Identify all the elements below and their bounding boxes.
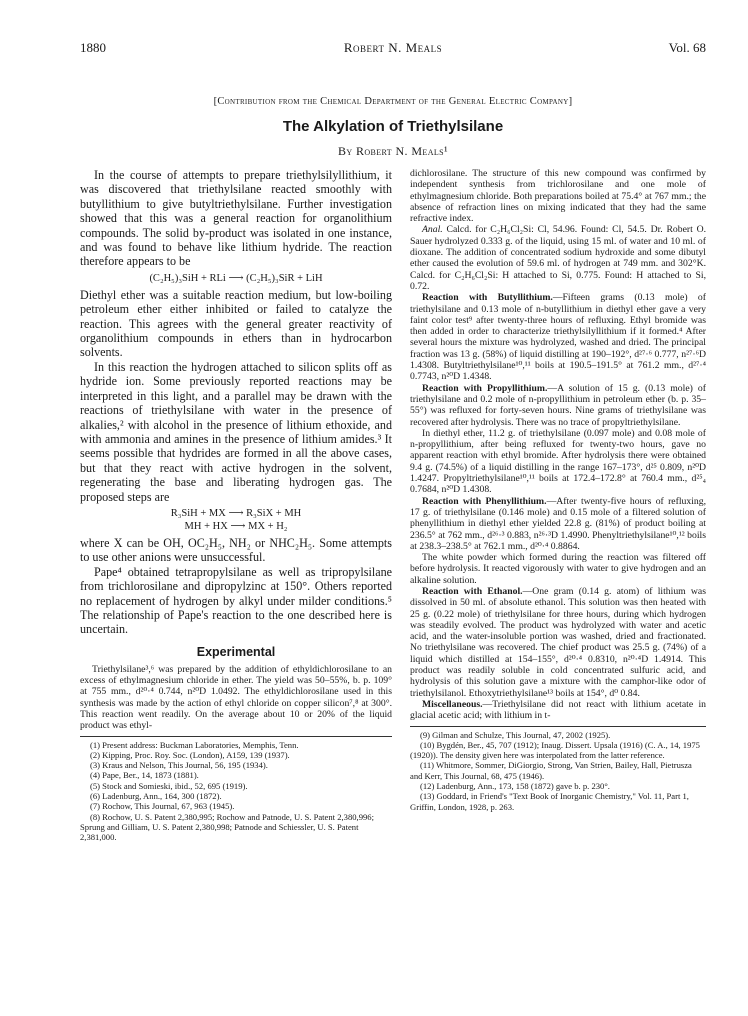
footnote-rule (80, 736, 392, 737)
butyllithium-paragraph (410, 292, 706, 382)
analysis-paragraph (410, 224, 706, 292)
footnote: (12) Ladenburg, Ann., 173, 158 (1872) gave b. p. 230°. (420, 781, 610, 792)
ethanol-paragraph (410, 586, 706, 699)
footnote: (5) Stock and Somieski, ibid., 52, 695 (1919). (90, 780, 248, 791)
running-head (80, 40, 706, 58)
footnotes-right (410, 730, 706, 812)
body-paragraph: Pape⁴ obtained tetrapropylsilane as well as tripropylsilane from trichlorosilane and dipropylzinc at 150°. Others reported no replacement of hydrogen by alkyl under milder conditions.⁵ The relationship of Pape's reaction to the one described here is uncertain. (80, 564, 392, 637)
propyllithium-paragraph (410, 383, 706, 428)
byline: By Robert N. Meals¹ (337, 144, 449, 158)
miscellaneous-paragraph (410, 699, 706, 722)
body-paragraph: where X can be OH, OC₂H₅, NH₂ or NHC₂H₅. Some attempts to use other anions were unsuccessful. (80, 535, 392, 565)
subsection-heading: Reaction with Ethanol. (422, 585, 523, 597)
subsection-heading: Reaction with Butyllithium. (422, 292, 553, 304)
footnote-rule (410, 726, 706, 727)
paragraph-text: —After twenty-five hours of refluxing, 17 g. of triethylsilane (0.146 mole) and 0.15 mole of a filtered solution of phenyllithium in diethyl ether yielded 22.8 g. (81%) of product boiling at 236.5° at 762 mm., d²⁶·³ 0.883, n²⁶·³D 1.4990. Phenyltriethylsilane¹⁰,¹² boils at 238.3–238.5° at 762.1 mm., d²⁰·⁴ 0.8864. (410, 495, 706, 552)
page-number: 1880 (80, 40, 106, 55)
footnote: (13) Goddard, in Friend's "Text Book of Inorganic Chemistry," Vol. 11, Part 1, Griffin, London, 1928, p. 263. (410, 791, 689, 812)
left-column (80, 168, 392, 843)
subsection-heading: Reaction with Propyllithium. (422, 382, 548, 394)
footnotes-left (80, 740, 392, 843)
article-title: The Alkylation of Triethylsilane (282, 118, 504, 135)
paragraph-text: —One gram (0.14 g. atom) of lithium was dissolved in 50 ml. of absolute ethanol. This solution was then heated with 25 g. (0.22 mole) of triethylsilane for three hours, during which hydrogen was steadily evolved. The product was hydrolyzed with water and acetic acid, and the water-insoluble portion was washed, dried and fractionated. No triethylsilane was recovered. The chief product was 25.5 g. (74%) of a liquid which distilled at 154–155°, d²⁰·⁴ 0.8310, n²⁰·⁴D 1.4914. This product was readily soluble in cold concentrated sulfuric acid, and hydrolysis of this solution gave a mixture with the camphor-like odor of triethylsilanol. Ethoxytriethylsilane¹³ boils at 154°, d⁰ 0.84. (410, 585, 706, 699)
running-author: Robert N. Meals (343, 40, 443, 55)
experimental-paragraph: Triethylsilane³,⁶ was prepared by the addition of ethyldichlorosilane to an excess of ethylmagnesium chloride in ether. The yield was 50–55%, b. p. 109° at 755 mm., d²⁰·⁴ 0.744, n²⁰D 1.0492. The ethyldichlorosilane used in this synthesis was made by the action of ethyl chloride on copper silicon⁷,⁸ at 300°. This reaction went readily. On the average about 10 or 20% of the liquid product was ethyl- (80, 663, 392, 732)
body-paragraph: In this reaction the hydrogen attached to silicon splits off as hydride ion. Some previously reported reactions may be interpreted in this light, and a parallel may be drawn with the reactions of triethylsilane with water in the presence of alkalies,² with alcohol in the presence of lithium ethoxide, and with ammonia and amines in the presence of lithium amides.³ It seems possible that hydrides are formed in all the above cases, but that they react with active hydrogen in the solvent, regenerating the base and liberating hydrogen gas. The proposed steps are (80, 359, 392, 504)
body-paragraph: In diethyl ether, 11.2 g. of triethylsilane (0.097 mole) and 0.08 mole of n-propyllithium, after being refluxed for twenty-two hours, gave no apparent reaction with ethyl bromide. After hydrolysis there were obtained 9.4 g. (74.5%) of a liquid distilling in the range 167–173°, d²⁵ 0.809, n²⁰D 1.4247. Propyltriethylsilane¹⁰,¹¹ boils at 172.4–172.8° at 760.4 mm., d²⁵₄ 0.7684, n²⁰D 1.4308. (410, 427, 706, 496)
analysis-text: Calcd. for C₂H₆Cl₂Si: Cl, 54.96. Found: Cl, 54.5. Dr. Robert O. Sauer hydrolyzed 0.333 g. of the liquid, using 15 ml. of water and 10 ml. of dioxane. The addition of concentrated sodium hydroxide and some dibutyl ether caused the evolution of 59.6 ml. of hydrogen at 749 mm. and 302°K. Calcd. for C₂H₆Cl₂Si: H attached to Si, 0.775. Found: H attached to Si, 0.72. (410, 224, 706, 292)
subsection-heading: Miscellaneous. (422, 698, 483, 710)
footnote: (1) Present address: Buckman Laboratories, Memphis, Tenn. (90, 739, 299, 750)
footnote: (3) Kraus and Nelson, This Journal, 56, 195 (1934). (90, 760, 268, 771)
paragraph-text: —Triethylsilane did not react with lithium acetate in glacial acetic acid; with lithium in t- (410, 698, 706, 722)
footnote: (7) Rochow, This Journal, 67, 963 (1945). (90, 801, 235, 812)
analysis-label: Anal. (422, 224, 443, 236)
footnote: (8) Rochow, U. S. Patent 2,380,995; Rochow and Patnode, U. S. Patent 2,380,996; Sprung and Gilliam, U. S. Patent 2,380,998; Patnode and Schiessler, U. S. Patent 2,381,000. (80, 811, 374, 843)
step-equation: MH + HX ⟶ MX + H₂ (184, 520, 288, 532)
footnote: (11) Whitmore, Sommer, DiGiorgio, Strong, Van Strien, Bailey, Hall, Pietrusza and Kerr, This Journal, 68, 475 (1946). (410, 760, 692, 781)
contribution-line: [Contribution from the Chemical Department of the General Electric Company] (213, 96, 573, 107)
footnote: (2) Kipping, Proc. Roy. Soc. (London), A159, 139 (1937). (90, 749, 290, 760)
body-paragraph: The white powder which formed during the reaction was filtered off before hydrolysis. It reacted vigorously with water to give hydrogen and an alkaline solution. (410, 552, 706, 586)
step-equation: R₃SiH + MX ⟶ R₃SiX + MH (170, 507, 302, 519)
phenyllithium-paragraph (410, 496, 706, 552)
experimental-heading: Experimental (196, 644, 276, 659)
volume-number: Vol. 68 (668, 40, 706, 55)
proposed-steps (80, 507, 392, 533)
paragraph-text: —Fifteen grams (0.13 mole) of triethylsilane and 0.13 mole of n-butyllithium in diethyl ether gave a very faint color test⁹ after twenty-three hours of refluxing. Ethyl bromide was then added in order to characterize triethylsilyllithium if it formed.⁴ After several hours the mixture was hydrolyzed, washed and dried. The principal fraction was 13 g. (58%) of liquid distilling at 190–192°, d²⁷·⁶ 0.777, n²⁷·⁶D 1.4308. Butyltriethylsilane¹⁰,¹¹ boils at 190.5–191.5° at 761.2 mm., d²⁷·⁴ 0.7743, n²⁰D 1.4348. (410, 292, 706, 383)
body-paragraph: dichlorosilane. The structure of this new compound was confirmed by independent synthesis from trichlorosilane and one mole of ethylmagnesium chloride. Both preparations boiled at 75.4° at 767 mm.; the absence of refraction lines on mixing indicated that they had the same refractive index. (410, 168, 706, 225)
paragraph-text: —A solution of 15 g. (0.13 mole) of triethylsilane and 0.2 mole of n-propyllithium in petroleum ether (b. p. 35–55°) was refluxed for forty-seven hours. Nine grams of triethylsilane was recovered after hydrolysis. There was no trace of propyltriethylsilane. (410, 382, 706, 428)
subsection-heading: Reaction with Phenyllithium. (422, 495, 547, 507)
reaction-equation: (C₂H₅)₃SiH + RLi ⟶ (C₂H₅)₃SiR + LiH (149, 272, 323, 284)
body-paragraph: Diethyl ether was a suitable reaction medium, but low-boiling petroleum ether either inhibited or failed to catalyze the reaction. This agrees with the general greater reactivity of organolithium compounds in ethers than in hydrocarbon solvents. (80, 287, 392, 360)
footnote: (6) Ladenburg, Ann., 164, 300 (1872). (90, 791, 222, 802)
intro-paragraph: In the course of attempts to prepare triethylsilyllithium, it was discovered that triethylsilane reacted smoothly with butyllithium to give butyltriethylsilane. Further investigation showed that this was a general reaction for organolithium compounds. The solid by-product was isolated in one instance, and was found to behave like lithium hydride. The reaction therefore appears to be (80, 168, 392, 269)
footnote: (9) Gilman and Schulze, This Journal, 47, 2002 (1925). (420, 729, 611, 740)
footnote: (4) Pape, Ber., 14, 1873 (1881). (90, 770, 199, 781)
footnote: (10) Bygdén, Ber., 45, 707 (1912); Inaug. Dissert. Upsala (1916) (C. A., 14, 1975 (1920)). The density given here was interpolated from the latter reference. (410, 739, 700, 761)
right-column (410, 168, 706, 812)
